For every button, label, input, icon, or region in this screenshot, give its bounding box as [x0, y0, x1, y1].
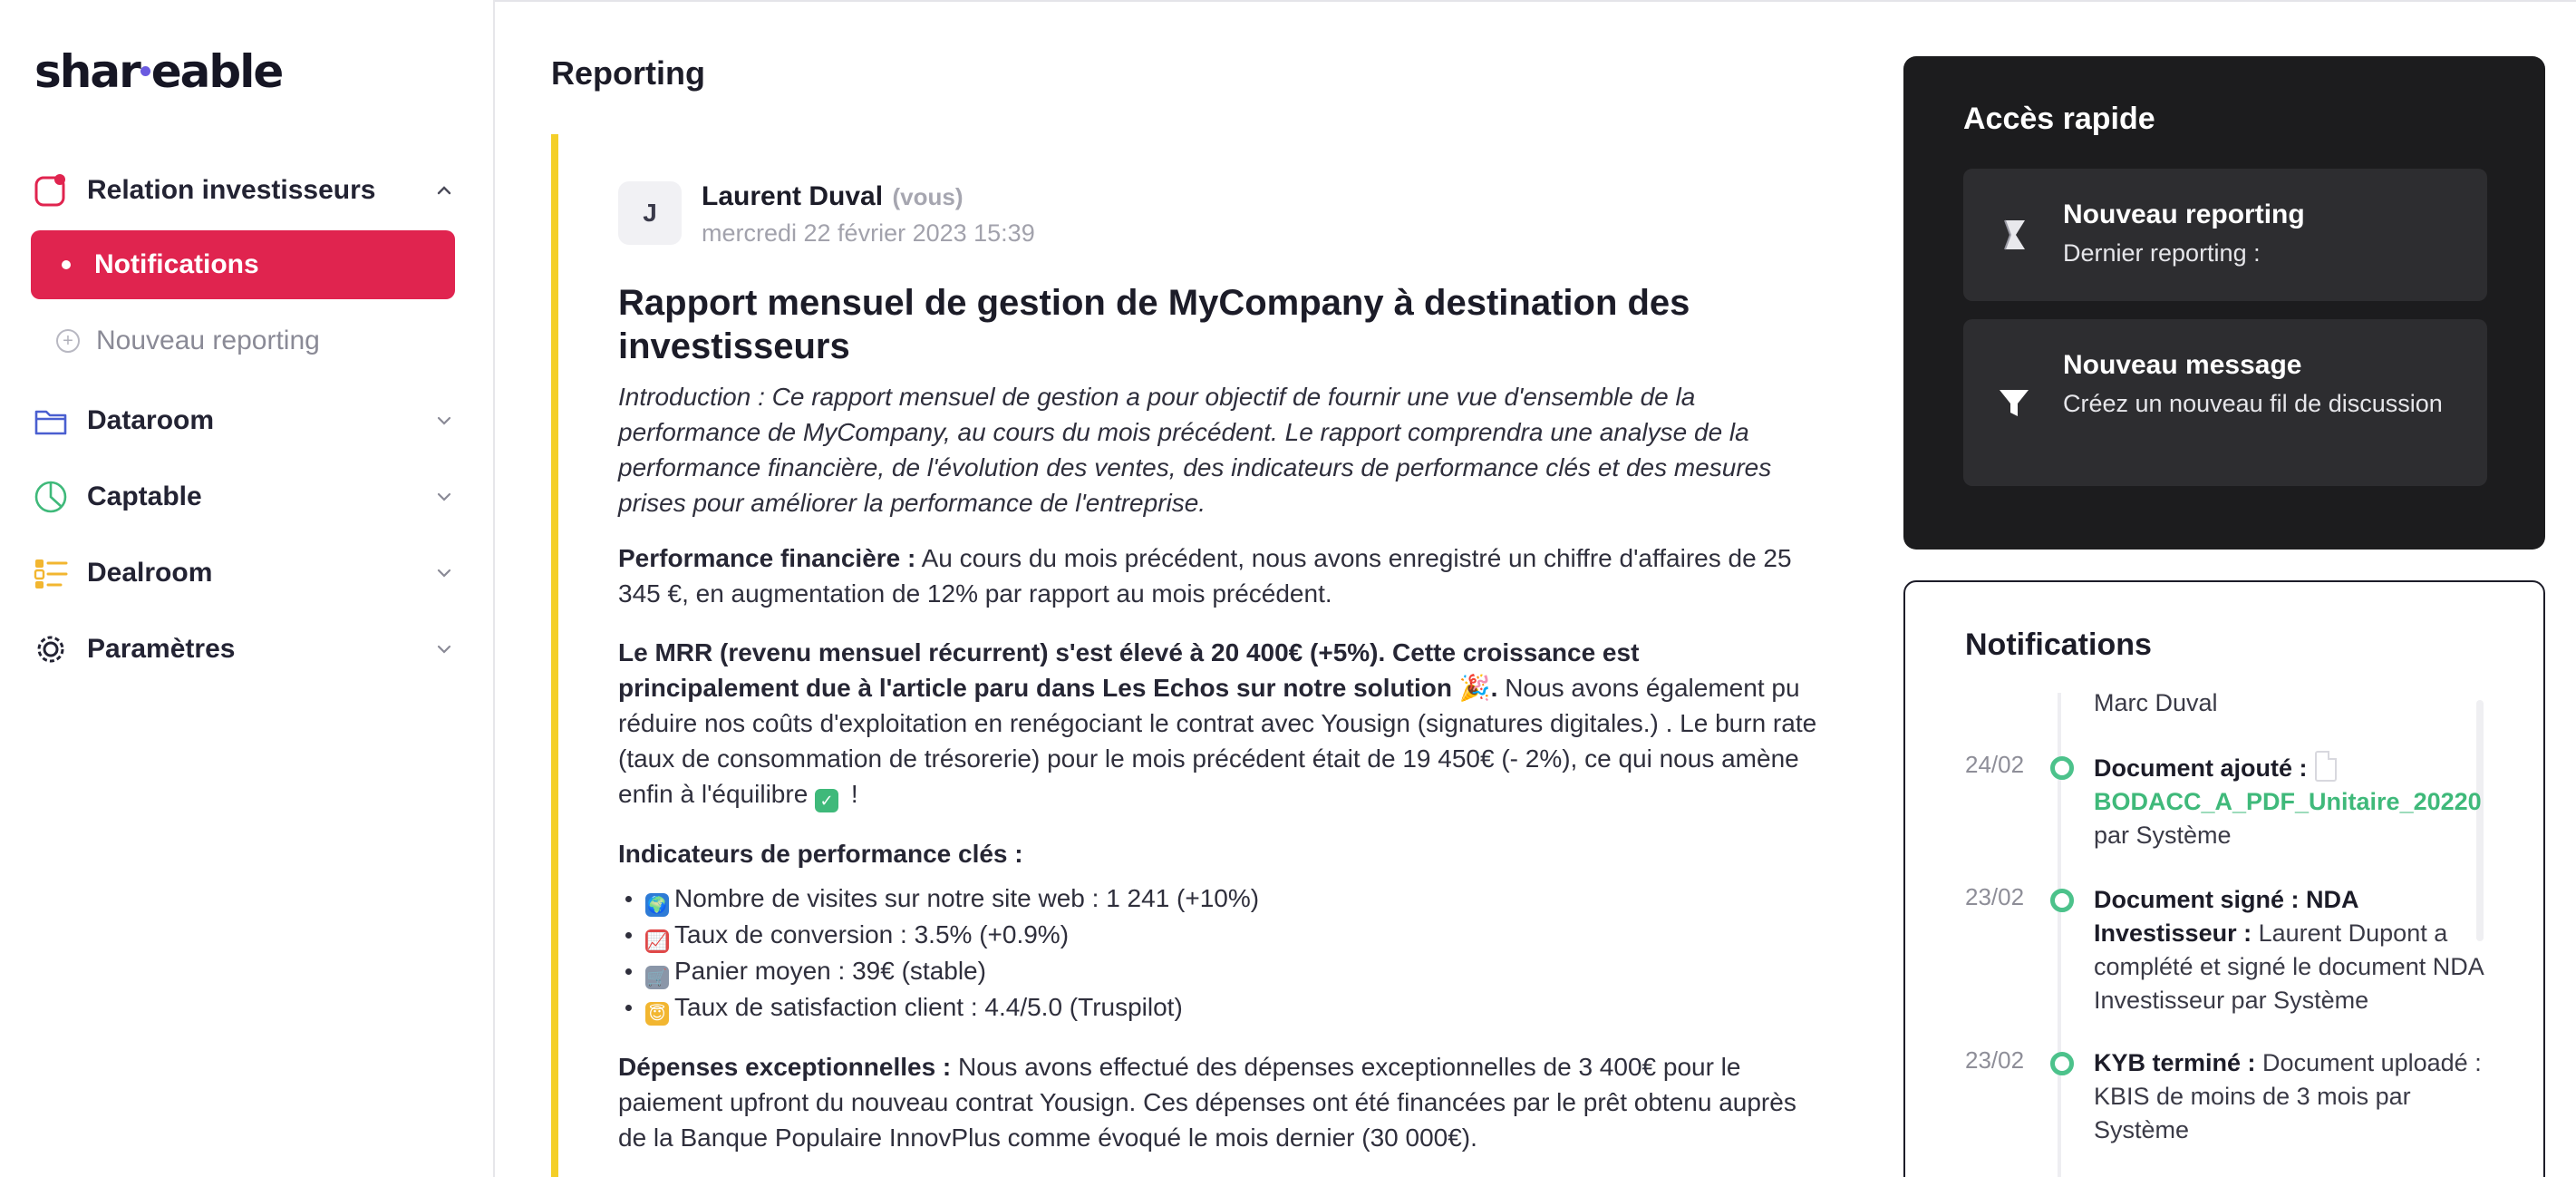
section-text: Nous avons effectué des dépenses exceptionnelles de 3 400€ pour le paiement upfront du nouveau contrat Yousign. Ces dépenses ont été financées par le prêt obtenu auprès de la Banque Populaire InnovPlus comme évoqué le mois dernier (30 000€).: [618, 1053, 1796, 1152]
report-mrr: Le MRR (revenu mensuel récurrent) s'est élevé à 20 400€ (+5%). Cette croissance est principalement due à l'article paru dans Les Echos sur notre solution 🎉. Nous avons également pu réduire nos coûts d'exploitation en renégociant le contrat avec Yousign (signatures digitales.) . Le burn rate (taux de consommation de trésorerie) pour le mois précédent était de 19 450€ (- 2%), ce qui nous amène enfin à l'équilibre ✓ !: [618, 635, 1824, 812]
timeline-dot: [2050, 1052, 2074, 1075]
section-label: Performance financière :: [618, 544, 916, 572]
report-title: Rapport mensuel de gestion de MyCompany à destination des investisseurs: [618, 283, 1690, 366]
sidebar-item-captable[interactable]: [31, 470, 457, 524]
section-text: Nous avons également pu réduire nos coûts d'exploitation en renégociant le contrat avec Yousign (signatures digitales.) . Le burn rate (taux de consommation de trésorerie) pour le mois précédent était de 19 450€ (- 2%), ce qui nous amène enfin à l'équilibre: [618, 674, 1817, 808]
app-logo[interactable]: shar eable: [34, 45, 283, 98]
mrr-highlight: Le MRR (revenu mensuel récurrent) s'est élevé à 20 400€ (+5%). Cette croissance est principalement due à l'article paru dans Les Echos sur notre solution 🎉.: [618, 638, 1640, 702]
sidebar-item-label: Dealroom: [87, 558, 213, 588]
timeline-dot: [2050, 889, 2074, 912]
quick-access-panel: [1903, 56, 2545, 550]
report-date: mercredi 22 février 2023 15:39: [702, 219, 1035, 247]
smile-emoji-icon: 😇: [645, 1002, 669, 1026]
cart-emoji-icon: 🛒: [645, 966, 669, 989]
new-message-card[interactable]: [1963, 319, 2487, 486]
report-body: [618, 281, 1824, 1177]
sidebar-item-dealroom[interactable]: [31, 546, 457, 600]
card-title: Nouveau reporting: [2063, 199, 2305, 229]
author-name: Laurent Duval: [702, 181, 884, 211]
funnel-icon: [1996, 384, 2032, 421]
sidebar-item-label: Paramètres: [87, 634, 236, 664]
notification-date: 23/02: [1965, 883, 2025, 910]
notifications-panel: [1903, 580, 2545, 1177]
sidebar-item-label: Dataroom: [87, 405, 215, 435]
card-subtitle: Créez un nouveau fil de discussion: [2063, 390, 2443, 417]
active-bullet: [62, 260, 71, 269]
report-card: [551, 134, 1820, 1177]
list-item: 😇 Taux de satisfaction client : 4.4/5.0 (Truspilot): [618, 989, 1824, 1026]
notification-text: Document ajouté : BODACC_A_PDF_Unitaire_20220 par Système: [2094, 751, 2484, 852]
list-item: 📈 Taux de conversion : 3.5% (+0.9%): [618, 917, 1824, 953]
chart-emoji-icon: 📈: [645, 929, 669, 953]
page-title: Reporting: [551, 54, 705, 92]
investor-relations-icon: [31, 170, 71, 210]
notification-text: KYB terminé : Document uploadé : KBIS de moins de 3 mois par Système: [2094, 1049, 2482, 1143]
check-emoji-icon: ✓: [815, 789, 838, 812]
sidebar-subitem-notifications[interactable]: [31, 230, 455, 299]
globe-emoji-icon: 🌍: [645, 893, 669, 917]
previous-notification-tail: Marc Duval: [2094, 689, 2218, 716]
sidebar-item-relation-investisseurs[interactable]: [31, 163, 457, 218]
chevron-down-icon: [431, 408, 457, 433]
report-expenses: [618, 1049, 1824, 1155]
report-kpi-heading: Indicateurs de performance clés :: [618, 840, 1023, 868]
sidebar-subitem-nouveau-reporting[interactable]: [56, 314, 320, 368]
reporting-icon: [1996, 217, 2032, 253]
add-circle-icon: +: [56, 329, 80, 353]
notification-date: 23/02: [1965, 1046, 2025, 1074]
chevron-up-icon: [431, 178, 457, 203]
sidebar: [0, 0, 495, 1177]
chevron-down-icon: [431, 637, 457, 662]
sidebar-item-dataroom[interactable]: [31, 394, 457, 448]
list-item: 🌍 Nombre de visites sur notre site web : 1 241 (+10%): [618, 880, 1824, 917]
sidebar-item-label: Captable: [87, 482, 202, 511]
list-item: 🛒 Panier moyen : 39€ (stable): [618, 953, 1824, 989]
timeline-dot: [2050, 756, 2074, 780]
notification-date: 24/02: [1965, 751, 2025, 778]
party-emoji: 🎉: [1458, 674, 1491, 702]
report-author: [618, 181, 1035, 248]
report-intro: Introduction : Ce rapport mensuel de gestion a pour objectif de fournir une vue d'ensemble de la performance de MyCompany, au cours du mois précédent. Le rapport comprendra une analyse de la performance financière, de l'évolution des ventes, des indicateurs de performance clés et des mesures prises pour améliorer la performance de l'entreprise.: [618, 383, 1772, 517]
folder-icon: [31, 401, 71, 441]
document-link[interactable]: BODACC_A_PDF_Unitaire_20220: [2094, 788, 2482, 815]
quick-access-title: Accès rapide: [1963, 102, 2155, 136]
section-text: Au cours du mois précédent, nous avons enregistré un chiffre d'affaires de 25 345 €, en augmentation de 12% par rapport au mois précédent.: [618, 544, 1792, 608]
notification-text: Document signé : NDA Investisseur : Laurent Dupont a complété et signé le document NDA Investisseur par Système: [2094, 886, 2484, 1014]
checklist-icon: [31, 553, 71, 593]
sidebar-subitem-label: Nouveau reporting: [96, 326, 320, 355]
card-title: Nouveau message: [2063, 350, 2302, 380]
notifications-title: Notifications: [1965, 627, 2152, 662]
sidebar-subitem-label: Notifications: [94, 249, 259, 279]
author-you-tag: (vous): [892, 183, 964, 210]
sidebar-item-label: Relation investisseurs: [87, 175, 376, 205]
gear-icon: [31, 629, 71, 669]
section-label: Dépenses exceptionnelles :: [618, 1053, 952, 1081]
kpi-list: [618, 880, 1824, 1026]
chevron-down-icon: [431, 484, 457, 510]
document-icon: [2315, 751, 2337, 782]
avatar: J: [618, 181, 682, 245]
pie-chart-icon: [31, 477, 71, 517]
sidebar-item-parametres[interactable]: [31, 622, 457, 676]
new-reporting-card[interactable]: [1963, 169, 2487, 301]
report-financial-performance: [618, 540, 1824, 611]
chevron-down-icon: [431, 560, 457, 586]
card-subtitle: Dernier reporting :: [2063, 239, 2261, 267]
